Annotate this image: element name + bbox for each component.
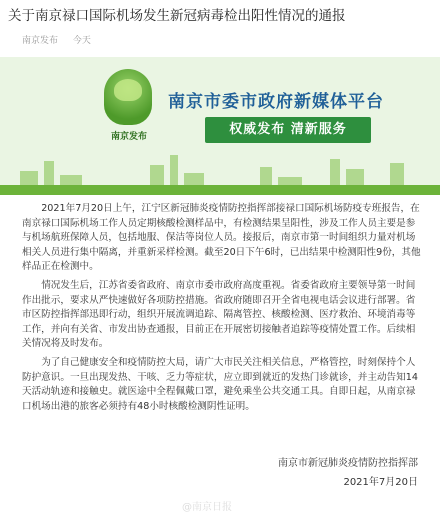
signature-org: 南京市新冠肺炎疫情防控指挥部 <box>278 458 418 469</box>
slogan-badge: 权威发布 清新服务 <box>205 117 371 143</box>
signature-block <box>278 454 418 492</box>
platform-title: 南京市委市政府新媒体平台 <box>168 92 384 112</box>
article-meta <box>22 33 91 46</box>
article-body <box>22 202 424 418</box>
nanjing-release-logo <box>104 69 152 125</box>
paragraph-3: 为了自己健康安全和疫情防控大局，请广大市民关注相关信息，严格管控，时刻保持个人防护意识。一旦出现发热、干咳、乏力等症状，应立即到就近的发热门诊就诊，并主动告知14天活动轨迹和接触史。就医途中全程佩戴口罩，避免乘坐公共交通工具。自即日起，从南京禄口机场出港的旅客必须持有48小时核酸检测阴性证明。 <box>22 356 418 412</box>
article-title: 关于南京禄口国际机场发生新冠病毒检出阳性情况的通报 <box>8 8 346 24</box>
banner-image <box>0 57 440 195</box>
watermark: @南京日报 <box>182 502 232 513</box>
article-source[interactable]: 南京发布 <box>22 36 59 46</box>
signature-date: 2021年7月20日 <box>343 477 418 488</box>
grass-strip <box>0 185 440 195</box>
paragraph-1: 2021年7月20日上午，江宁区新冠肺炎疫情防控指挥部接禄口国际机场防疫专班报告，在南京禄口国际机场工作人员定期核酸检测样品中，有检测结果呈阳性，涉及工作人员主要是参与机场航班保障人员，包括地服、保洁等岗位人员。接报后，南京市第一时间组织力量对机场相关人员进行集中隔离，并重新采样检测。截至20日下午6时，已出结果中检测阳性9份，其他样品正在检测中。 <box>22 203 421 273</box>
paragraph-2: 情况发生后，江苏省委省政府、南京市委市政府高度重视。省委省政府主要领导第一时间作出批示，要求从严快速做好各项防控措施。省政府随即召开全省电视电话会议进行部署。省市区防控指挥部迅即行动，组织开展流调追踪、隔离管控、核酸检测、医疗救治、环境消毒等工作，并向有关省、市发出协查通报，目前正在开展密切接触者追踪等疫情处置工作。后续相关情况将及时发布。 <box>22 279 416 350</box>
article-time: 今天 <box>72 36 91 46</box>
logo-text: 南京发布 <box>110 132 147 142</box>
